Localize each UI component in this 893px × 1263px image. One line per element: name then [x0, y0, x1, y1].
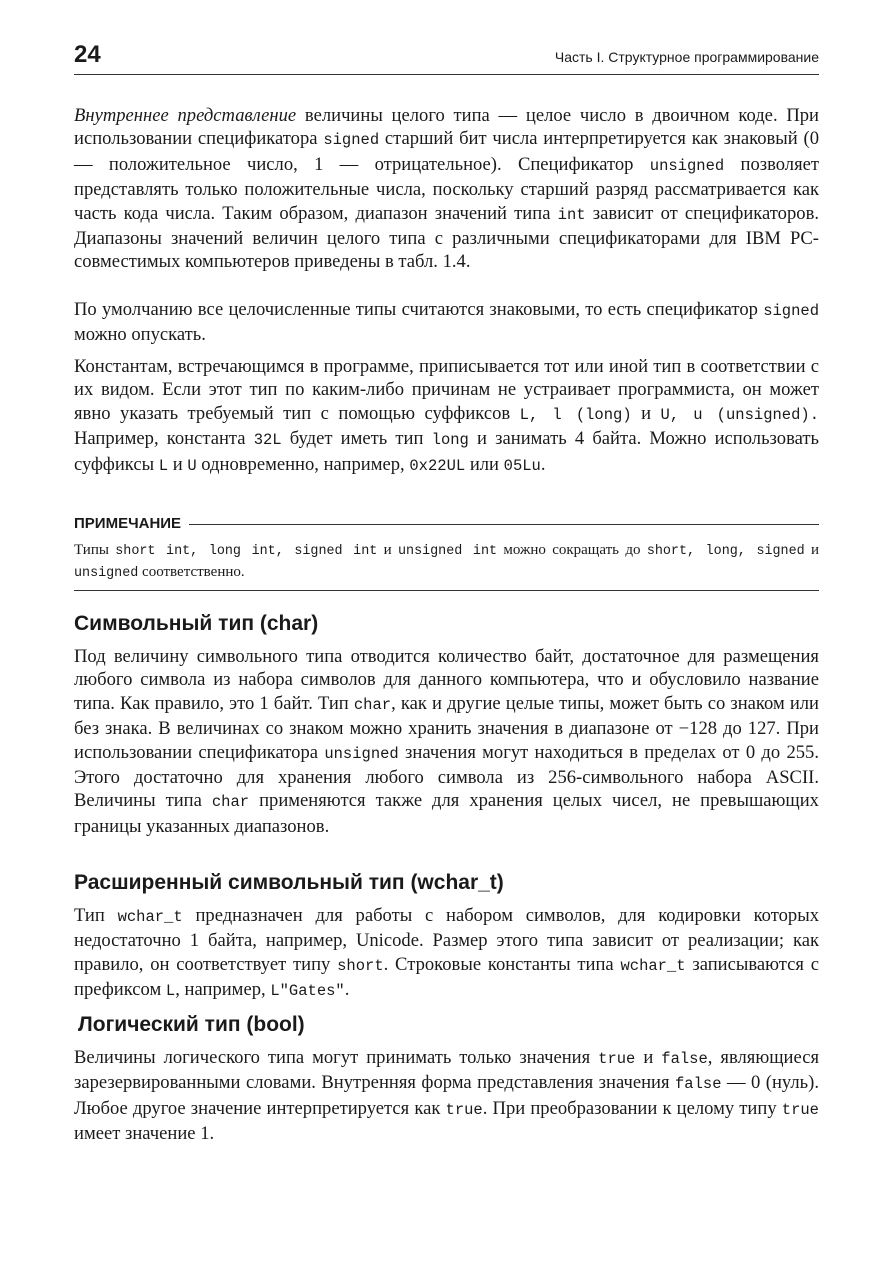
code-run: signed — [323, 131, 380, 150]
code-run: 32L — [253, 431, 282, 450]
code-run: unsigned — [74, 566, 139, 581]
text-run: будет иметь тип — [281, 428, 432, 450]
page-number: 24 — [74, 41, 101, 68]
text-run: и — [804, 542, 820, 558]
code-run: unsigned int — [398, 544, 498, 559]
text-run: , являющиеся зарезервированными словами. Внутренняя форма представления значения — [74, 1047, 819, 1094]
text-run: зависит от спецификаторов. Диапазоны значений величин целого типа с различными спецификаторами для IBM PC-совместимых компьютеров приведены в табл. 1.4. — [74, 202, 819, 273]
text-run: одновременно, например, — [196, 453, 410, 475]
text-run: и — [377, 542, 398, 558]
section-heading-wchar: Расширенный символьный тип (wchar_t) — [74, 871, 504, 894]
code-run: L, l (long) — [519, 405, 632, 424]
text-run: можно сокращать до — [497, 542, 647, 558]
section-heading-bool: Логический тип (bool) — [78, 1013, 305, 1036]
running-title: Часть I. Структурное программирование — [554, 49, 819, 65]
paragraph-internal-representation — [74, 104, 819, 274]
text-run: , как и другие целые типы, может быть со знаком или без знака. В величинах со знаком можно хранить значения в диапазоне от −128 до 127. При использовании спецификатора — [74, 692, 820, 763]
note-divider-bottom — [74, 590, 819, 591]
code-run: char — [353, 695, 392, 714]
text-run: — 0 (нуль). Любое другое значение интерпретируется как — [74, 1072, 819, 1119]
text-run: . — [540, 453, 546, 475]
note-label: ПРИМЕЧАНИЕ — [74, 514, 189, 534]
code-run: L — [165, 982, 176, 1001]
text-run: предназначен для работы с набором символов, для кодировки которых недостаточно 1 байта, например, Unicode. Размер этого типа зависит от реализации; как правило, он соответствует типу — [74, 905, 819, 975]
text-run: Тип — [74, 905, 118, 926]
code-run: short — [337, 956, 384, 975]
paragraph-bool-type — [74, 1046, 819, 1146]
code-run: L — [158, 456, 169, 475]
text-run: . Строковые константы типа — [383, 953, 621, 975]
code-run: true — [445, 1100, 483, 1119]
text-run: соответственно. — [138, 564, 245, 580]
section-heading-char: Символьный тип (char) — [74, 612, 319, 635]
code-run: long — [431, 431, 469, 450]
code-run: false — [674, 1075, 722, 1094]
page-header — [74, 40, 819, 75]
code-run: true — [598, 1050, 636, 1068]
text-run: Величины логического типа могут принимать только значения — [74, 1047, 599, 1068]
text-run: Типы — [74, 542, 116, 558]
code-run: unsigned — [649, 156, 725, 175]
text-run: или — [465, 453, 504, 475]
code-run: U, u (unsigned). — [660, 405, 819, 424]
text-run: имеет значение 1. — [74, 1123, 215, 1145]
paragraph-char-type — [74, 645, 819, 838]
text-run: Например, константа — [74, 428, 254, 450]
text-run: применяются также для хранения целых чисел, не превышающих границы указанных диапазонов. — [74, 790, 819, 837]
text-run: , например, — [175, 979, 271, 1001]
text-run: записываются с префиксом — [74, 953, 819, 1001]
code-run: true — [781, 1100, 819, 1119]
text-run: и — [631, 402, 661, 424]
text-run: Константам, встречающимся в программе, приписывается тот или иной тип в соответствии с их видом. Если этот тип по каким-либо причинам не устраивает программиста, он может явно указать требуемый тип с помощью суффиксов — [74, 356, 819, 424]
note-header — [74, 514, 819, 534]
text-run: . — [344, 979, 350, 1001]
code-run: L"Gates" — [270, 982, 345, 1001]
text-run: старший бит числа интерпретируется как знаковый (0 — положительное число, 1 — отрицательное). Спецификатор — [74, 128, 819, 175]
text-run: Под величину символьного типа отводится количество байт, достаточное для размещения любого символа из набора символов для данного компьютера, что и обусловило название типа. Как правило, это 1 байт. Тип — [74, 646, 819, 714]
code-run: U — [187, 456, 197, 475]
paragraph-constants-suffixes — [74, 355, 819, 478]
code-run: wchar_t — [117, 908, 183, 926]
text-run: значения могут находиться в пределах от 0 до 255. Этого достаточно для хранения любого символа из 256-символьного набора ASCII. Величины типа — [74, 741, 819, 812]
code-run: short, long, signed — [646, 544, 805, 559]
paragraph-default-signed — [74, 298, 819, 347]
text-run: По умолчанию все целочисленные типы считаются знаковыми, то есть спецификатор — [74, 299, 764, 320]
text-run: можно опускать. — [74, 324, 206, 346]
note-text — [74, 540, 819, 584]
text-run: и — [168, 453, 188, 475]
code-run: wchar_t — [620, 956, 686, 975]
code-run: short int, long int, signed int — [115, 544, 378, 559]
code-run: 0x22UL — [409, 456, 466, 475]
paragraph-wchar-type — [74, 904, 819, 1004]
code-run: char — [211, 793, 250, 812]
code-run: 05Lu — [503, 456, 541, 475]
code-run: int — [557, 205, 586, 224]
text-run: . При преобразовании к целому типу — [482, 1097, 782, 1119]
code-run: signed — [763, 302, 819, 320]
code-run: unsigned — [324, 744, 399, 763]
text-run: и — [635, 1047, 662, 1068]
text-run: и занимать 4 байта. Можно использовать суффиксы — [74, 428, 819, 475]
code-run: false — [661, 1050, 708, 1068]
text-run: величины целого типа — целое число в двоичном коде. При использовании спецификатора — [74, 105, 820, 150]
text-run: позволяет представлять только положительные числа, поскольку старший разряд рассматривается как часть кода числа. Таким образом, диапазон значений типа — [74, 153, 819, 224]
emphasis-term: Внутреннее представление — [74, 105, 297, 126]
